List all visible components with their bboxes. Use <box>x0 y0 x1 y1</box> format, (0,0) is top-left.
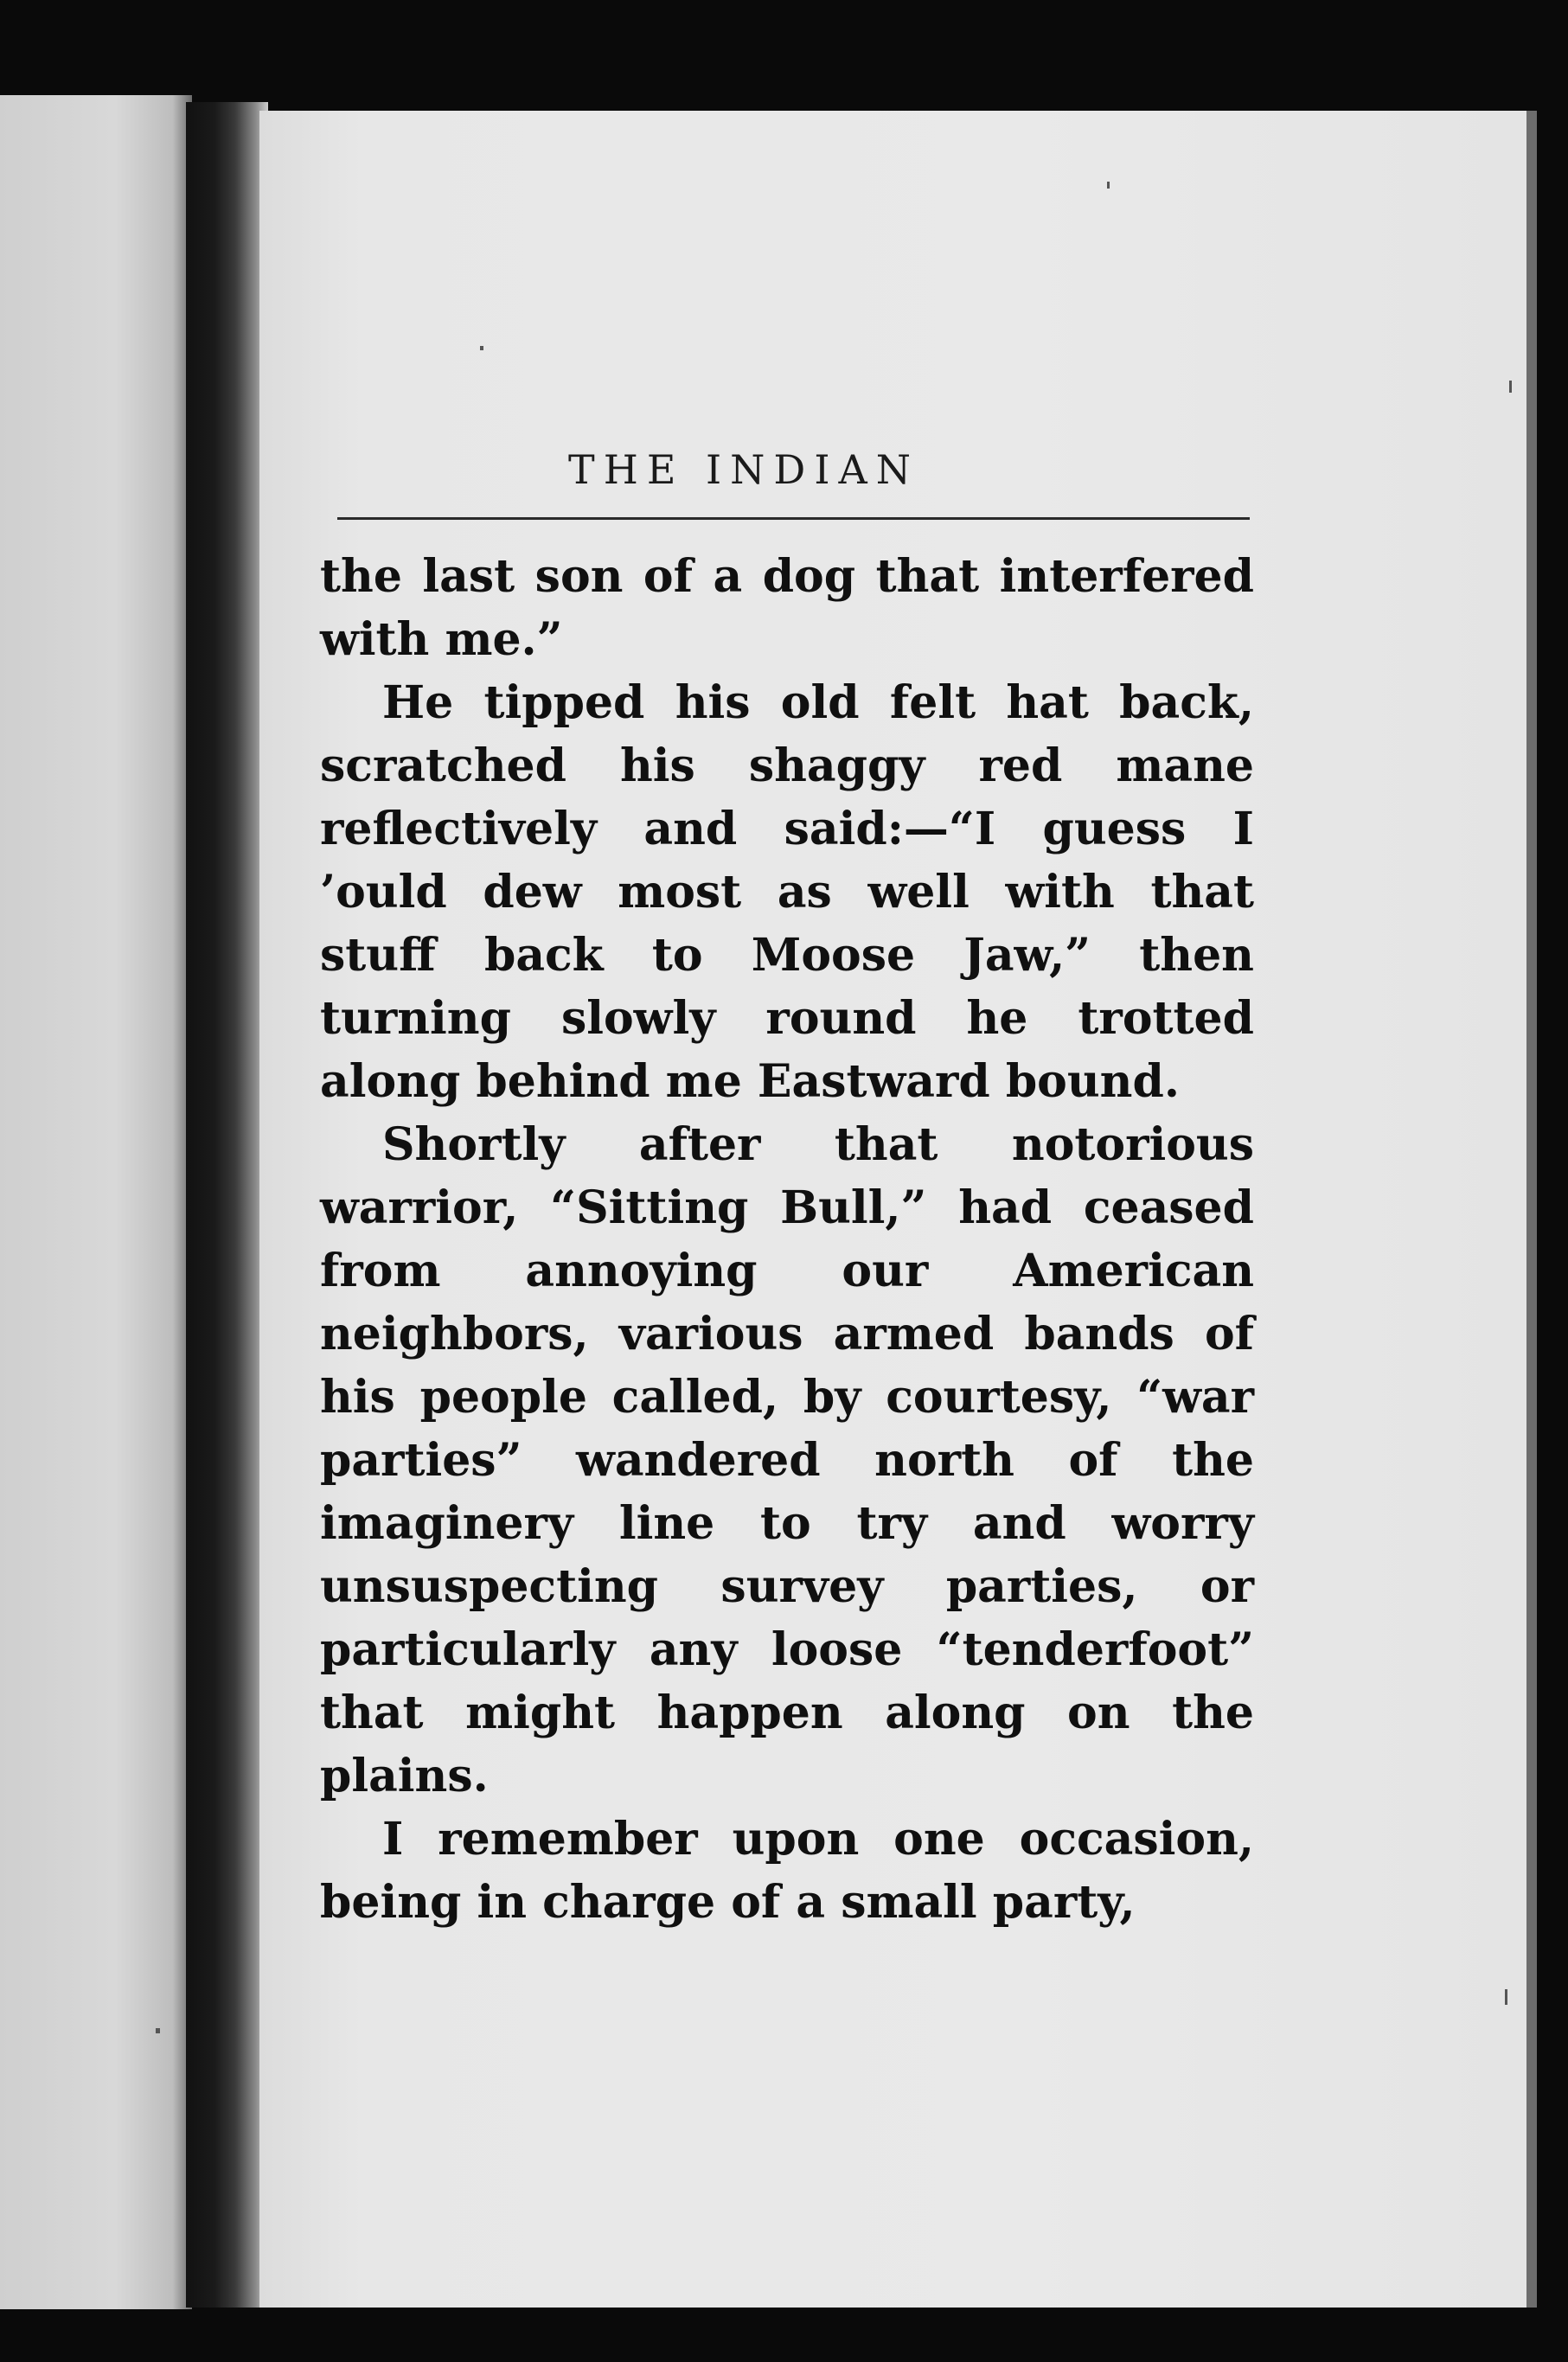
page-edge <box>1526 111 1537 2308</box>
paragraph: He tipped his old felt hat back, scratched his shaggy red mane reflectively and said:—“I guess I ’ould dew most as well with that stuff back to Moose Jaw,” then turning slowly round he trotted along behind me Eastward bound. <box>320 676 1254 1108</box>
scan-speck <box>156 2028 160 2033</box>
previous-page-edge <box>0 95 192 2309</box>
scan-speck <box>1107 182 1110 189</box>
scan-speck <box>480 346 483 350</box>
book-gutter-shadow <box>186 102 268 2308</box>
paragraph: the last son of a dog that interfered with me.” <box>320 550 1254 666</box>
body-text <box>320 545 1254 1934</box>
running-header: THE INDIAN <box>568 446 919 493</box>
paragraph: Shortly after that notorious warrior, “Sitting Bull,” had ceased from annoying our American neighbors, various armed bands of his people called, by courtesy, “war parties” wandered north of the imaginery line to try and worry unsuspecting survey parties, or particularly any loose “tenderfoot” that might happen along on the plains. <box>320 1118 1254 1802</box>
header-rule <box>337 517 1250 520</box>
scan-speck <box>1505 1989 1507 2005</box>
paragraph: I remember upon one occasion, being in charge of a small party, <box>320 1813 1254 1929</box>
scan-speck <box>1509 381 1512 393</box>
